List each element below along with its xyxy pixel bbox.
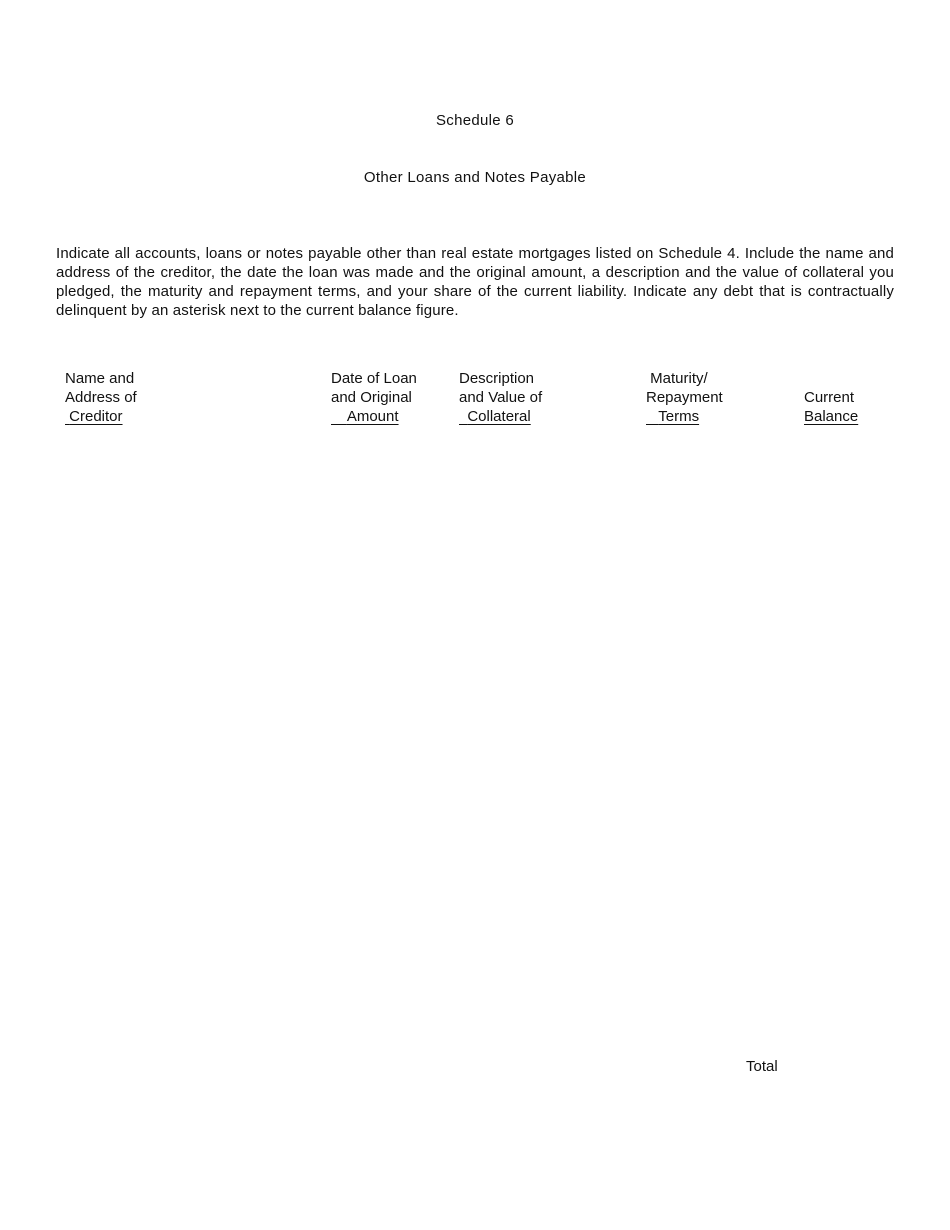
column-header-creditor-line2: Address of xyxy=(65,389,137,406)
column-header-creditor-line1: Name and xyxy=(65,370,135,387)
column-header-collateral-line3: Collateral xyxy=(467,408,531,425)
column-header-creditor-line3: Creditor xyxy=(69,408,123,425)
column-header-date-line1: Date of Loan xyxy=(331,370,417,387)
column-header-collateral-line1: Description xyxy=(459,370,535,387)
schedule-subtitle: Other Loans and Notes Payable xyxy=(363,169,587,186)
column-header-maturity xyxy=(646,369,723,426)
column-header-collateral xyxy=(459,369,542,426)
column-header-balance-line2: Balance xyxy=(804,408,859,425)
column-header-balance-line1: Current xyxy=(804,389,855,406)
column-header-creditor xyxy=(65,369,137,426)
column-header-collateral-line2: and Value of xyxy=(459,389,543,406)
instructions-paragraph: Indicate all accounts, loans or notes payable other than real estate mortgages listed on Schedule 4. Include the name and address of the creditor, the date the loan was made and the original amount, a description and the value of collateral you pledged, the maturity and repayment terms, and your share of the current liability. Indicate any debt that is contractually delinquent by an asterisk next to the current balance figure. xyxy=(56,245,894,319)
column-header-date-line2: and Original xyxy=(331,389,412,406)
column-header-maturity-line2: Repayment xyxy=(646,389,723,406)
column-header-maturity-line3: Terms xyxy=(658,408,700,425)
column-header-date xyxy=(331,369,417,426)
total-label: Total xyxy=(746,1058,778,1075)
column-header-maturity-line1: Maturity/ xyxy=(650,370,708,387)
column-header-date-line3: Amount xyxy=(346,408,399,425)
column-header-balance xyxy=(804,388,858,426)
schedule-title: Schedule 6 xyxy=(435,112,515,129)
